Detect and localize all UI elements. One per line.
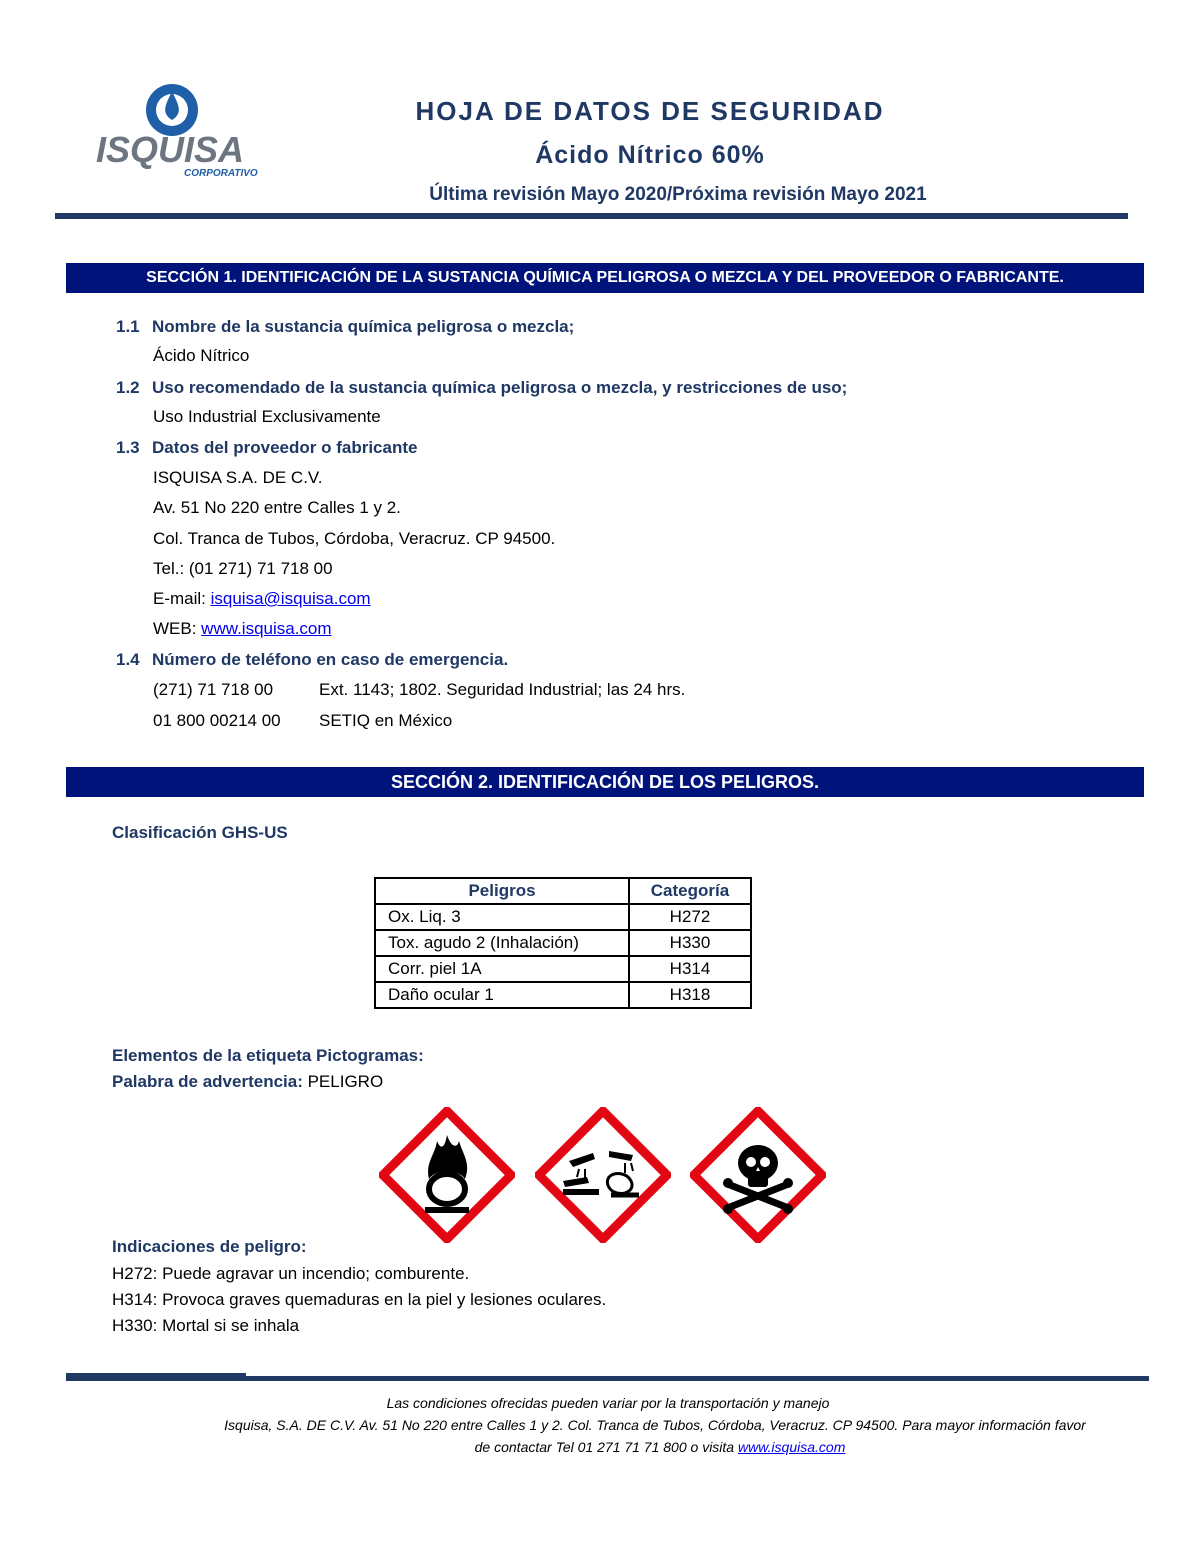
subsection-1-2-heading (116, 378, 847, 398)
hazard-statement (112, 1290, 606, 1310)
ghs-classification-label: Clasificación GHS-US (112, 823, 288, 842)
category-cell: H318 (629, 982, 751, 1008)
company-address-line2: Col. Tranca de Tubos, Córdoba, Veracruz. CP 94500. (153, 529, 556, 548)
emergency-phone-2 (153, 711, 452, 731)
footer-contact (300, 1439, 1020, 1455)
phone-number: 01 800 00214 00 (153, 711, 281, 730)
hazard-cell: Tox. agudo 2 (Inhalación) (375, 930, 629, 956)
label-elements-heading: Elementos de la etiqueta Pictogramas: (112, 1046, 424, 1065)
corrosion-icon (535, 1107, 671, 1243)
company-email-row (153, 589, 371, 609)
category-cell: H314 (629, 956, 751, 982)
hazard-statement (112, 1264, 469, 1284)
phone-description: Ext. 1143; 1802. Seguridad Industrial; las 24 hrs. (319, 680, 686, 699)
table-row (375, 930, 751, 956)
table-row (375, 904, 751, 930)
table-row (375, 956, 751, 982)
statement-code: H330: (112, 1316, 158, 1335)
footer-disclaimer: Las condiciones ofrecidas pueden variar por la transportación y manejo (386, 1395, 830, 1411)
signal-word-label: Palabra de advertencia: (112, 1072, 303, 1091)
hazard-cell: Corr. piel 1A (375, 956, 629, 982)
company-web-row (153, 619, 332, 639)
subsection-title: Uso recomendado de la sustancia química peligrosa o mezcla, y restricciones de uso; (152, 378, 848, 397)
header-divider (55, 213, 1128, 219)
section-1-header: SECCIÓN 1. IDENTIFICACIÓN DE LA SUSTANCIA QUÍMICA PELIGROSA O MEZCLA Y DEL PROVEEDOR O FABRICANTE. (66, 263, 1144, 293)
footer-contact-text: de contactar Tel 01 271 71 71 800 o visita (474, 1439, 738, 1455)
category-cell: H272 (629, 904, 751, 930)
hazard-classification-table (374, 877, 752, 1009)
column-header-hazards: Peligros (375, 878, 629, 904)
company-address-line1: Av. 51 No 220 entre Calles 1 y 2. (153, 498, 401, 517)
subsection-title: Datos del proveedor o fabricante (152, 438, 418, 457)
statement-text: Provoca graves quemaduras en la piel y lesiones oculares. (157, 1290, 607, 1309)
hazard-cell: Daño ocular 1 (375, 982, 629, 1008)
subsection-number: 1.3 (116, 438, 140, 457)
web-link[interactable]: www.isquisa.com (201, 619, 332, 638)
statement-text: Puede agravar un incendio; comburente. (157, 1264, 470, 1283)
subsection-1-3-heading (116, 438, 417, 458)
isquisa-logo (92, 80, 262, 180)
company-phone: Tel.: (01 271) 71 718 00 (153, 559, 333, 578)
signal-word-row (112, 1072, 383, 1092)
subsection-1-4-heading (116, 650, 508, 670)
category-cell: H330 (629, 930, 751, 956)
footer-address: Isquisa, S.A. DE C.V. Av. 51 No 220 entre Calles 1 y 2. Col. Tranca de Tubos, Córdoba, Veracruz. CP 94500. Para mayor información favor (224, 1417, 1086, 1433)
statement-code: H272: (112, 1264, 158, 1283)
signal-word: PELIGRO (302, 1072, 384, 1091)
hazard-cell: Ox. Liq. 3 (375, 904, 629, 930)
section-2-header: SECCIÓN 2. IDENTIFICACIÓN DE LOS PELIGROS. (66, 767, 1144, 797)
web-label: WEB: (153, 619, 202, 638)
email-link[interactable]: isquisa@isquisa.com (210, 589, 371, 608)
email-label: E-mail: (153, 589, 211, 608)
table-row (375, 982, 751, 1008)
svg-text:CORPORATIVO: CORPORATIVO (184, 168, 258, 179)
subsection-title: Número de teléfono en caso de emergencia. (152, 650, 509, 669)
statement-text: Mortal si se inhala (157, 1316, 300, 1335)
product-name: Ácido Nítrico 60% (535, 141, 765, 169)
document-title: HOJA DE DATOS DE SEGURIDAD (415, 96, 885, 126)
flame-over-circle-icon (379, 1107, 515, 1243)
footer-divider (66, 1376, 1149, 1381)
company-name: ISQUISA S.A. DE C.V. (153, 468, 323, 487)
hazard-statement (112, 1316, 299, 1336)
hazard-statements-heading: Indicaciones de peligro: (112, 1237, 307, 1256)
statement-code: H314: (112, 1290, 158, 1309)
recommended-use: Uso Industrial Exclusivamente (153, 407, 381, 426)
subsection-number: 1.1 (116, 317, 140, 336)
subsection-number: 1.2 (116, 378, 140, 397)
column-header-category: Categoría (629, 878, 751, 904)
table-header-row (375, 878, 751, 904)
phone-description: SETIQ en México (319, 711, 453, 730)
subsection-1-1-heading (116, 317, 574, 337)
footer-web-link[interactable]: www.isquisa.com (737, 1439, 846, 1455)
skull-crossbones-icon (690, 1107, 826, 1243)
subsection-number: 1.4 (116, 650, 140, 669)
substance-name: Ácido Nítrico (153, 346, 250, 365)
subsection-title: Nombre de la sustancia química peligrosa o mezcla; (152, 317, 575, 336)
phone-number: (271) 71 718 00 (153, 680, 274, 699)
revision-info: Última revisión Mayo 2020/Próxima revisión Mayo 2021 (429, 184, 927, 205)
emergency-phone-1 (153, 680, 685, 700)
svg-text:ISQUISA: ISQUISA (96, 129, 245, 170)
